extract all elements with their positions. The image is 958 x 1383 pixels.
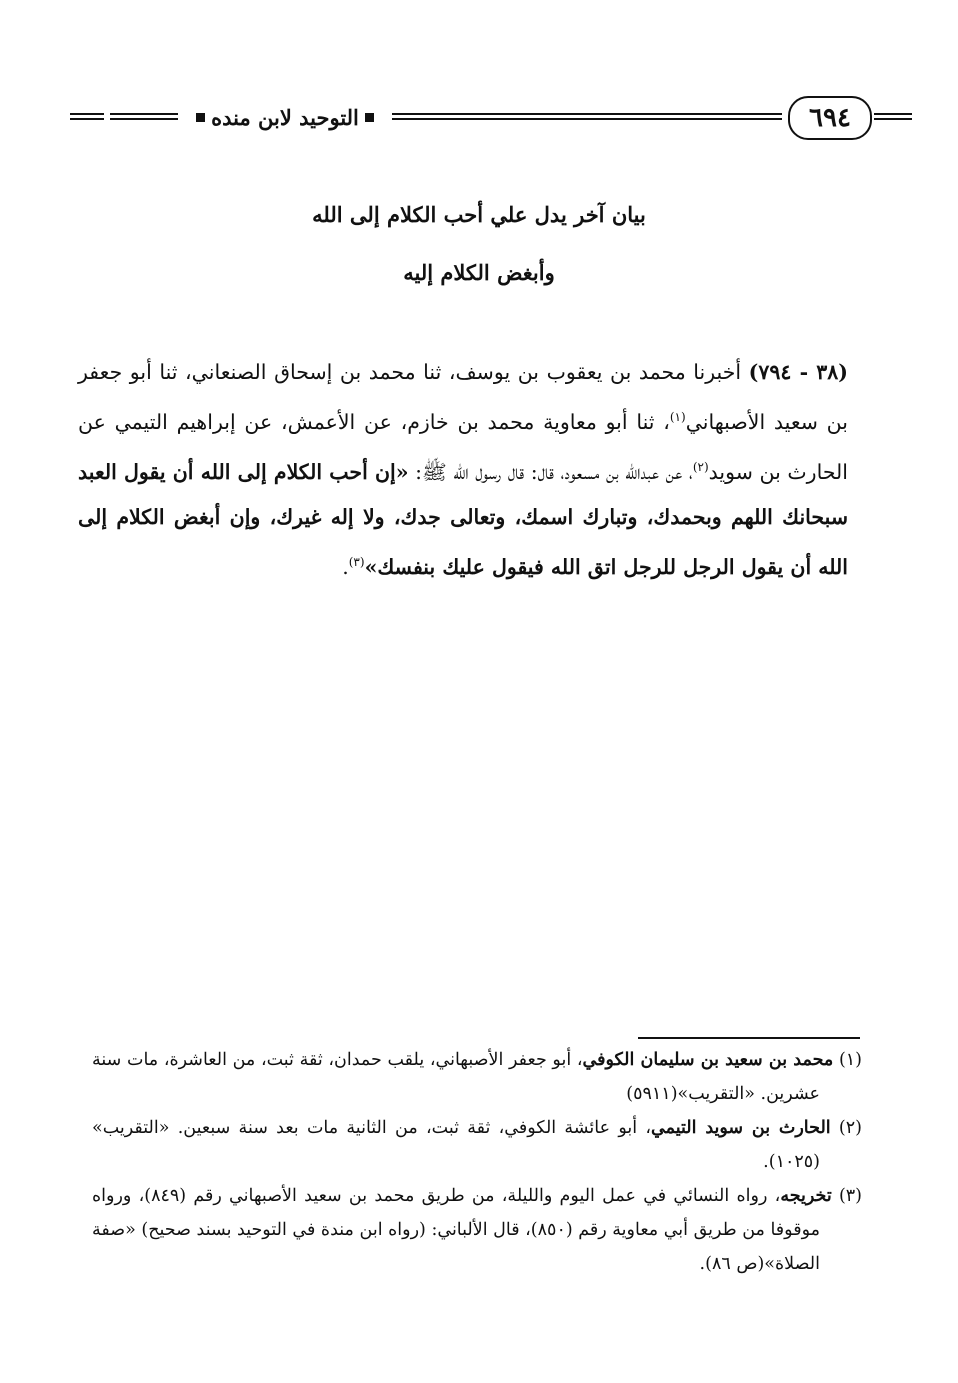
section-heading-line2: وأبغض الكلام إليه — [403, 260, 555, 285]
header-rule-right — [874, 113, 912, 120]
hadith-end: . — [342, 554, 349, 579]
footnote-number: (٣) — [838, 1186, 862, 1206]
section-heading-line1: بيان آخر يدل علي أحب الكلام إلى الله — [312, 202, 646, 227]
header-rule-left-outer — [70, 113, 104, 120]
page-header — [70, 96, 860, 140]
footnote-bold: الحارث بن سويد التيمي — [651, 1118, 831, 1138]
running-title-text: التوحيد لابن منده — [211, 104, 359, 130]
footnote-3 — [92, 1179, 862, 1281]
footnote-ref-1: (١) — [669, 410, 686, 424]
footnote-text: ، أبو عائشة الكوفي، ثقة ثبت، من الثانية مات بعد سنة سبعين. «التقريب» (١٠٢٥). — [92, 1118, 820, 1172]
running-title — [182, 100, 388, 134]
hadith-matn: «إن أحب الكلام إلى الله أن يقول العبد سبحانك اللهم وبحمدك، وتبارك اسمك، وتعالى جدك، ولا إله غيرك، وإن أبغض الكلام إلى الله أن يقول الرجل للرجل اتق الله فيقول عليك بنفسك» — [78, 459, 848, 579]
footnote-bold: تخريجه — [780, 1186, 832, 1206]
footnote-number: (١) — [838, 1050, 862, 1070]
square-bullet-icon — [365, 113, 374, 122]
hadith-isnad-a: أخبرنا محمد بن يعقوب بن يوسف، ثنا محمد بن إسحاق الصنعاني، ثنا أبو جعفر بن سعيد الأصبهاني — [78, 360, 848, 434]
footnote-1 — [92, 1043, 862, 1111]
page-number-text: ٦٩٤ — [809, 103, 851, 133]
square-bullet-icon — [196, 113, 205, 122]
hadith-isnad-b: ، ثنا أبو معاوية محمد بن خازم، عن الأعمش، عن إبراهيم التيمي عن الحارث بن سويد — [78, 409, 848, 484]
footnote-text: ، رواه النسائي في عمل اليوم والليلة، من طريق محمد بن سعيد الأصبهاني رقم (٨٤٩)، ورواه موقوفا من طريق أبي معاوية رقم (٨٥٠)، قال الألباني: (رواه ابن مندة في التوحيد بسند صحيح) «صفة الصلاة»(ص ٨٦). — [92, 1186, 820, 1274]
header-rule-middle — [392, 113, 782, 120]
header-rule-left — [110, 113, 178, 120]
footnote-separator — [638, 1037, 860, 1039]
hadith-number: (٣٨ - ٧٩٤) — [748, 360, 848, 384]
footnote-bold: محمد بن سعيد بن سليمان الكوفي — [582, 1050, 834, 1070]
footnote-number: (٢) — [838, 1118, 862, 1138]
hadith-isnad-c: ، عن عبدالله بن مسعود، قال: قال رسول الله ﷺ: — [408, 459, 693, 484]
footnote-ref-3: (٣) — [348, 554, 365, 569]
page-number — [788, 96, 872, 140]
footnote-ref-2: (٢) — [692, 459, 709, 474]
footnotes — [92, 1043, 862, 1281]
hadith-paragraph — [78, 350, 848, 589]
footnote-2 — [92, 1111, 862, 1179]
footnote-text: ، أبو جعفر الأصبهاني، يلقب حمدان، ثقة ثبت، من العاشرة، مات سنة عشرين. «التقريب»(٥٩١١) — [92, 1050, 820, 1104]
